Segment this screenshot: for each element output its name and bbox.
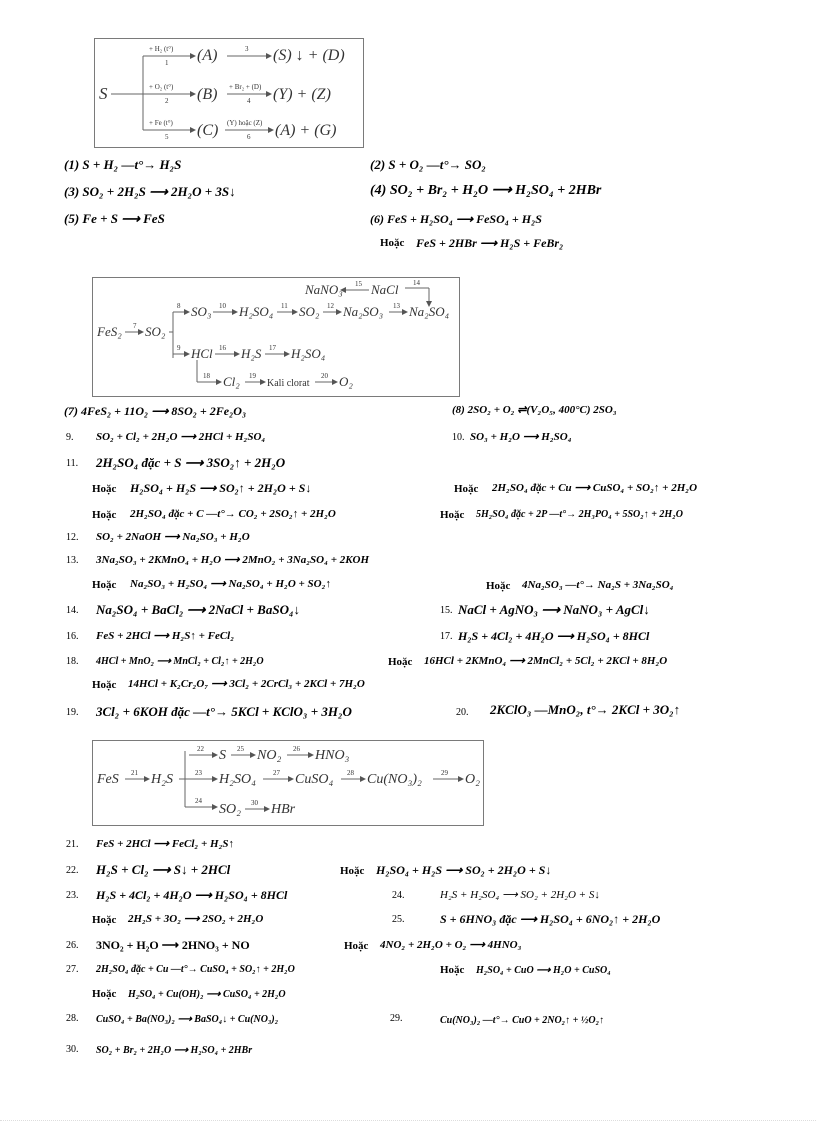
diagram-sulfur (95, 39, 363, 147)
d1-a-product: (A) (197, 47, 218, 64)
equation-11e: 5H₂SO₄ đặc + 2P ―t°→ 2H₃PO₄ + 5SO₂↑ + 2H₂O (476, 509, 683, 520)
d2-so2b: SO₂ (299, 304, 320, 319)
d1-b2-step: 4 (247, 97, 251, 105)
d1-root: S (99, 84, 108, 103)
d2-s7: 7 (133, 322, 137, 330)
d3-s25: 25 (237, 745, 244, 753)
d2-s17: 17 (269, 344, 276, 352)
equation-22: H₂S + Cl₂ ⟶ S↓ + 2HCl (96, 862, 231, 877)
equation-9: SO₂ + Cl₂ + 2H₂O ⟶ 2HCl + H₂SO₄ (96, 431, 266, 443)
d3-o2: O₂ (465, 772, 480, 787)
d3-s26: 26 (293, 745, 300, 753)
equation-26: 3NO₂ + H₂O ⟶ 2HNO₃ + NO (96, 938, 250, 952)
equation-10: SO₃ + H₂O ⟶ H₂SO₄ (470, 431, 572, 443)
d1-b-step: 2 (165, 97, 169, 105)
d2-cl2: Cl₂ (223, 374, 240, 389)
d3-s30: 30 (251, 799, 258, 807)
equation-13b-hoac: Hoặc (92, 579, 117, 591)
equation-13: 3Na₂SO₃ + 2KMnO₄ + H₂O ⟶ 2MnO₂ + 3Na₂SO₄ + 2KOH (96, 554, 370, 566)
equation-12: SO₂ + 2NaOH ⟶ Na₂SO₃ + H₂O (96, 531, 250, 543)
equation-8: (8) 2SO₂ + O₂ ⇌(V₂O₅, 400°C) 2SO₃ (452, 404, 617, 416)
equation-16: FeS + 2HCl ⟶ H₂S↑ + FeCl₂ (96, 630, 235, 642)
equation-20: 2KClO₃ ―MnO₂, t°→ 2KCl + 3O₂↑ (490, 702, 681, 717)
d2-s13: 13 (393, 302, 400, 310)
d2-s10: 10 (219, 302, 226, 310)
d2-s9: 9 (177, 344, 181, 352)
equation-4: (4) SO₂ + Br₂ + H₂O ⟶ H₂SO₄ + 2HBr (370, 183, 602, 198)
equation-13c: 4Na₂SO₃ ―t°→ Na₂S + 3Na₂SO₄ (522, 579, 674, 591)
equation-22b: H₂SO₄ + H₂S ⟶ SO₂ + 2H₂O + S↓ (376, 863, 552, 877)
equation-18b: 16HCl + 2KMnO₄ ⟶ 2MnCl₂ + 5Cl₂ + 2KCl + 8H₂O (424, 655, 668, 667)
d3-s29: 29 (441, 769, 448, 777)
equation-27b: H₂SO₄ + CuO ⟶ H₂O + CuSO₄ (476, 965, 611, 976)
diagram-iron-sulfide-box (92, 740, 484, 826)
d3-h2so4: H₂SO₄ (219, 772, 256, 787)
d3-s24: 24 (195, 797, 202, 805)
d2-s20: 20 (321, 372, 328, 380)
d2-s12: 12 (327, 302, 334, 310)
d3-s28: 28 (347, 769, 354, 777)
d2-h2so4b: H₂SO₄ (291, 346, 326, 361)
diagram-sulfur-box (94, 38, 364, 148)
equation-11b: H₂SO₄ + H₂S ⟶ SO₂↑ + 2H₂O + S↓ (130, 481, 312, 495)
equation-18-num: 18. (66, 656, 79, 667)
equation-12-num: 12. (66, 532, 79, 543)
d2-s16: 16 (219, 344, 226, 352)
d1-b2-product: (Y) + (Z) (273, 86, 331, 103)
equation-24: H₂S + H₂SO₄ ⟶ SO₂ + 2H₂O + S↓ (440, 889, 600, 901)
d3-fes: FeS (97, 772, 119, 787)
equation-27: 2H₂SO₄ đặc + Cu ―t°→ CuSO₄ + SO₂↑ + 2H₂O (96, 964, 295, 975)
d3-h2s: H₂S (151, 772, 173, 787)
d2-s19: 19 (249, 372, 256, 380)
d3-s27: 27 (273, 769, 280, 777)
d2-s14: 14 (413, 279, 420, 287)
d1-c2-product: (A) + (G) (275, 122, 337, 139)
equation-13c-hoac: Hoặc (486, 580, 511, 592)
diagram-pyrite (93, 278, 459, 396)
d1-a-cond: + H₂ (t°) (149, 45, 174, 53)
d2-so2: SO₂ (145, 324, 166, 339)
d1-c-cond: + Fe (t°) (149, 119, 173, 127)
equation-22-num: 22. (66, 865, 79, 876)
d3-hno3: HNO₃ (315, 748, 350, 763)
d3-cuno32: Cu(NO₃)₂ (367, 772, 422, 787)
equation-11-num: 11. (66, 458, 79, 469)
d2-s15: 15 (355, 280, 362, 288)
equation-6: (6) FeS + H₂SO₄ ⟶ FeSO₄ + H₂S (370, 212, 542, 226)
d2-kclorat: Kali clorat (267, 378, 310, 389)
equation-21: FeS + 2HCl ⟶ FeCl₂ + H₂S↑ (96, 838, 235, 850)
d3-hbr: HBr (271, 802, 296, 817)
equation-30: SO₂ + Br₂ + 2H₂O ⟶ H₂SO₄ + 2HBr (96, 1045, 253, 1056)
equation-13b: Na₂SO₃ + H₂SO₄ ⟶ Na₂SO₄ + H₂O + SO₂↑ (130, 578, 331, 590)
d3-cuso4: CuSO₄ (295, 772, 334, 787)
equation-10-num: 10. (452, 432, 465, 443)
equation-14-num: 14. (66, 605, 79, 616)
equation-26-num: 26. (66, 940, 79, 951)
d1-c2-cond: (Y) hoặc (Z) (227, 119, 263, 127)
d2-na2so3: Na₂SO₃ (343, 304, 384, 319)
d2-so3: SO₃ (191, 304, 212, 319)
equation-18b-hoac: Hoặc (388, 656, 413, 668)
d3-s21: 21 (131, 769, 138, 777)
d2-s8: 8 (177, 302, 181, 310)
equation-30-num: 30. (66, 1044, 79, 1055)
equation-27-num: 27. (66, 964, 79, 975)
equation-21-num: 21. (66, 839, 79, 850)
equation-23b-hoac: Hoặc (92, 914, 117, 926)
equation-11d-hoac: Hoặc (92, 509, 117, 521)
d1-b-cond: + O₂ (t°) (149, 83, 174, 91)
d2-s18: 18 (203, 372, 210, 380)
equation-25: S + 6HNO₃ đặc ⟶ H₂SO₄ + 6NO₂↑ + 2H₂O (440, 912, 661, 926)
diagram-pyrite-box (92, 277, 460, 397)
equation-29: Cu(NO₃)₂ ―t°→ CuO + 2NO₂↑ + ½O₂↑ (440, 1015, 605, 1026)
d3-s23: 23 (195, 769, 202, 777)
d2-h2s: H₂S (241, 346, 262, 361)
equation-6b: FeS + 2HBr ⟶ H₂S + FeBr₂ (416, 236, 564, 250)
equation-11d: 2H₂SO₄ đặc + C ―t°→ CO₂ + 2SO₂↑ + 2H₂O (130, 508, 336, 520)
d1-b-product: (B) (197, 86, 218, 103)
d3-s: S (219, 748, 226, 763)
equation-13-num: 13. (66, 555, 79, 566)
equation-11c-hoac: Hoặc (454, 483, 479, 495)
equation-15-num: 15. (440, 605, 453, 616)
equation-24-num: 24. (392, 890, 405, 901)
equation-16-num: 16. (66, 631, 79, 642)
equation-27b-hoac: Hoặc (440, 964, 465, 976)
equation-18: 4HCl + MnO₂ ⟶ MnCl₂ + Cl₂↑ + 2H₂O (96, 656, 264, 667)
d2-s11: 11 (281, 302, 288, 310)
d1-c-step: 5 (165, 133, 169, 141)
equation-19-num: 19. (66, 707, 79, 718)
equation-26b: 4NO₂ + 2H₂O + O₂ ⟶ 4HNO₃ (380, 939, 522, 951)
equation-23-num: 23. (66, 890, 79, 901)
equation-14: Na₂SO₄ + BaCl₂ ⟶ 2NaCl + BaSO₄↓ (96, 602, 301, 617)
equation-2: (2) S + O₂ ―t°→ SO₂ (370, 157, 486, 172)
d3-s22: 22 (197, 745, 204, 753)
equation-18c-hoac: Hoặc (92, 679, 117, 691)
equation-23b: 2H₂S + 3O₂ ⟶ 2SO₂ + 2H₂O (128, 913, 264, 925)
diagram-iron-sulfide (93, 741, 483, 825)
equation-11c: 2H₂SO₄ đặc + Cu ⟶ CuSO₄ + SO₂↑ + 2H₂O (492, 482, 698, 494)
equation-29-num: 29. (390, 1013, 403, 1024)
equation-9-num: 9. (66, 432, 74, 443)
equation-11b-hoac: Hoặc (92, 483, 117, 495)
page-bottom-border (0, 1120, 816, 1121)
equation-17-num: 17. (440, 631, 453, 642)
d1-a2-step: 3 (245, 45, 249, 53)
equation-1: (1) S + H₂ ―t°→ H₂S (64, 157, 182, 172)
equation-15: NaCl + AgNO₃ ⟶ NaNO₃ + AgCl↓ (458, 602, 650, 617)
equation-20-num: 20. (456, 707, 469, 718)
equation-22b-hoac: Hoặc (340, 865, 365, 877)
equation-11: 2H₂SO₄ đặc + S ⟶ 3SO₂↑ + 2H₂O (96, 455, 286, 470)
equation-5: (5) Fe + S ⟶ FeS (64, 211, 165, 226)
d2-hcl: HCl (191, 346, 213, 361)
equation-19: 3Cl₂ + 6KOH đặc ―t°→ 5KCl + KClO₃ + 3H₂O (96, 704, 352, 719)
equation-6-hoac-label: Hoặc (380, 237, 405, 249)
d1-a2-product: (S) ↓ + (D) (273, 47, 345, 64)
d2-fes2: FeS₂ (97, 324, 122, 339)
d2-h2so4: H₂SO₄ (239, 304, 274, 319)
equation-11e-hoac: Hoặc (440, 509, 465, 521)
d2-nano3: NaNO₃ (305, 282, 343, 297)
d1-b2-cond: + Br₂ + (D) (229, 83, 262, 91)
equation-18c: 14HCl + K₂Cr₂O₇ ⟶ 3Cl₂ + 2CrCl₃ + 2KCl + 7H₂O (128, 678, 365, 690)
d1-c2-step: 6 (247, 133, 251, 141)
equation-26b-hoac: Hoặc (344, 940, 369, 952)
d1-a-step: 1 (165, 59, 169, 67)
equation-3: (3) SO₂ + 2H₂S ⟶ 2H₂O + 3S↓ (64, 184, 236, 199)
equation-27c: H₂SO₄ + Cu(OH)₂ ⟶ CuSO₄ + 2H₂O (128, 989, 286, 1000)
equation-28: CuSO₄ + Ba(NO₃)₂ ⟶ BaSO₄↓ + Cu(NO₃)₂ (96, 1014, 279, 1025)
equation-28-num: 28. (66, 1013, 79, 1024)
equation-23: H₂S + 4Cl₂ + 4H₂O ⟶ H₂SO₄ + 8HCl (96, 888, 288, 902)
d3-so2: SO₂ (219, 802, 241, 817)
equation-25-num: 25. (392, 914, 405, 925)
equation-27c-hoac: Hoặc (92, 988, 117, 1000)
d3-no2: NO₂ (257, 748, 282, 763)
d2-o2: O₂ (339, 374, 353, 389)
d2-nacl: NaCl (371, 282, 399, 297)
d1-c-product: (C) (197, 122, 219, 139)
equation-17: H₂S + 4Cl₂ + 4H₂O ⟶ H₂SO₄ + 8HCl (458, 629, 650, 643)
d2-na2so4: Na₂SO₄ (409, 304, 450, 319)
equation-7: (7) 4FeS₂ + 11O₂ ⟶ 8SO₂ + 2Fe₂O₃ (64, 404, 247, 418)
